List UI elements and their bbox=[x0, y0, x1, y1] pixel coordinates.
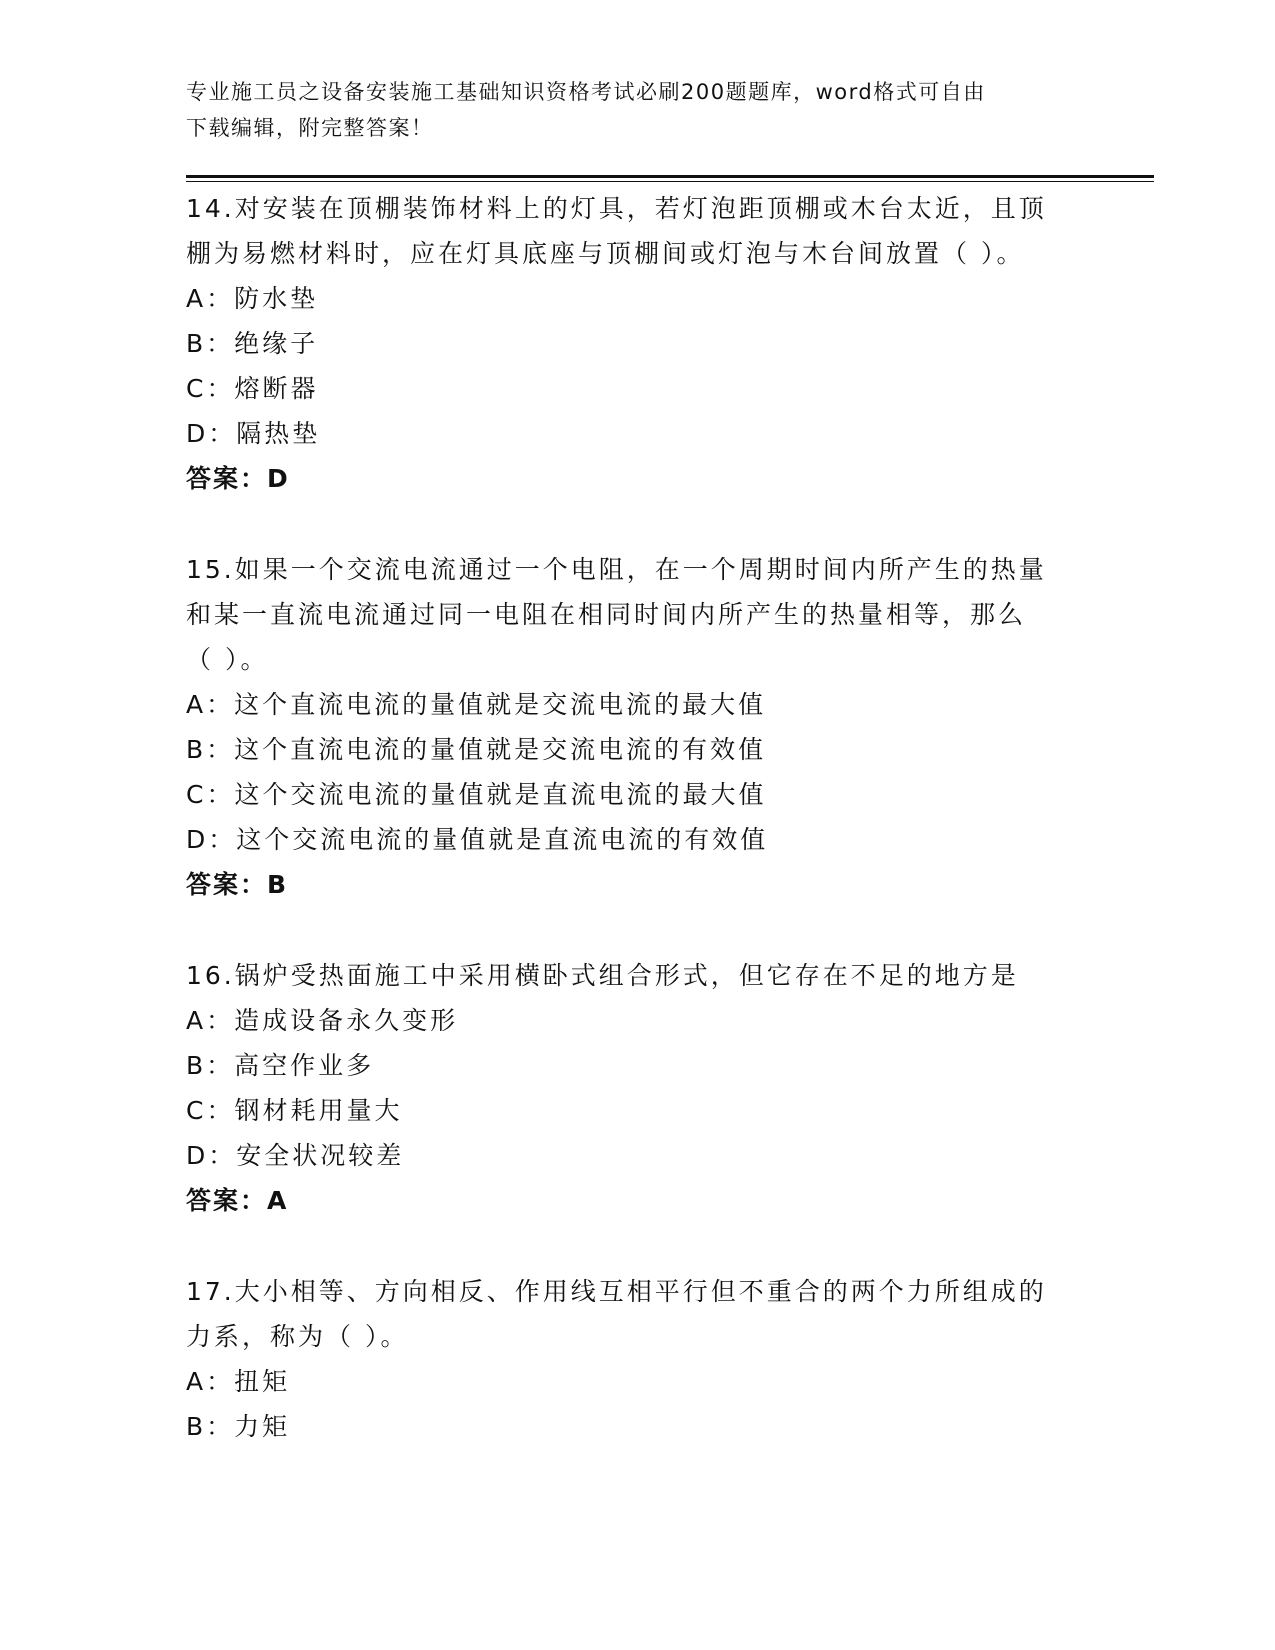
option-d: D：这个交流电流的量值就是直流电流的有效值 bbox=[186, 825, 769, 854]
question-14 bbox=[186, 186, 1086, 501]
option-c: C：钢材耗用量大 bbox=[186, 1096, 403, 1125]
header-line-2: 下载编辑，附完整答案！ bbox=[186, 116, 434, 140]
question-stem-line: 力系，称为（ ）。 bbox=[186, 1322, 409, 1351]
option-b: B：力矩 bbox=[186, 1412, 291, 1441]
question-stem-line: 15.如果一个交流电流通过一个电阻，在一个周期时间内所产生的热量 bbox=[186, 555, 1047, 584]
answer: 答案：A bbox=[186, 1186, 289, 1215]
question-15 bbox=[186, 547, 1086, 907]
option-c: C：熔断器 bbox=[186, 374, 319, 403]
answer: 答案：B bbox=[186, 870, 289, 899]
header-divider-thick bbox=[186, 175, 1154, 178]
question-stem-line: 17.大小相等、方向相反、作用线互相平行但不重合的两个力所组成的 bbox=[186, 1277, 1047, 1306]
question-list bbox=[186, 186, 1086, 1495]
header-line-1: 专业施工员之设备安装施工基础知识资格考试必刷200题题库，word格式可自由 bbox=[186, 80, 986, 104]
option-c: C：这个交流电流的量值就是直流电流的最大值 bbox=[186, 780, 767, 809]
question-stem-line: 和某一直流电流通过同一电阻在相同时间内所产生的热量相等，那么 bbox=[186, 600, 1027, 629]
question-stem-line: 14.对安装在顶棚装饰材料上的灯具，若灯泡距顶棚或木台太近，且顶 bbox=[186, 194, 1047, 223]
question-stem-line: 棚为易燃材料时，应在灯具底座与顶棚间或灯泡与木台间放置（ ）。 bbox=[186, 239, 1025, 268]
option-b: B：绝缘子 bbox=[186, 329, 319, 358]
option-a: A：这个直流电流的量值就是交流电流的最大值 bbox=[186, 690, 767, 719]
document-header bbox=[186, 74, 1066, 146]
question-16 bbox=[186, 953, 1086, 1223]
answer: 答案：D bbox=[186, 464, 290, 493]
option-d: D：安全状况较差 bbox=[186, 1141, 405, 1170]
option-d: D：隔热垫 bbox=[186, 419, 321, 448]
option-a: A：防水垫 bbox=[186, 284, 319, 313]
option-a: A：扭矩 bbox=[186, 1367, 291, 1396]
question-stem-line: （ ）。 bbox=[186, 645, 269, 674]
header-divider-thin bbox=[186, 181, 1154, 182]
option-b: B：高空作业多 bbox=[186, 1051, 375, 1080]
question-stem-line: 16.锅炉受热面施工中采用横卧式组合形式，但它存在不足的地方是 bbox=[186, 961, 1019, 990]
question-17 bbox=[186, 1269, 1086, 1449]
option-b: B：这个直流电流的量值就是交流电流的有效值 bbox=[186, 735, 767, 764]
option-a: A：造成设备永久变形 bbox=[186, 1006, 459, 1035]
